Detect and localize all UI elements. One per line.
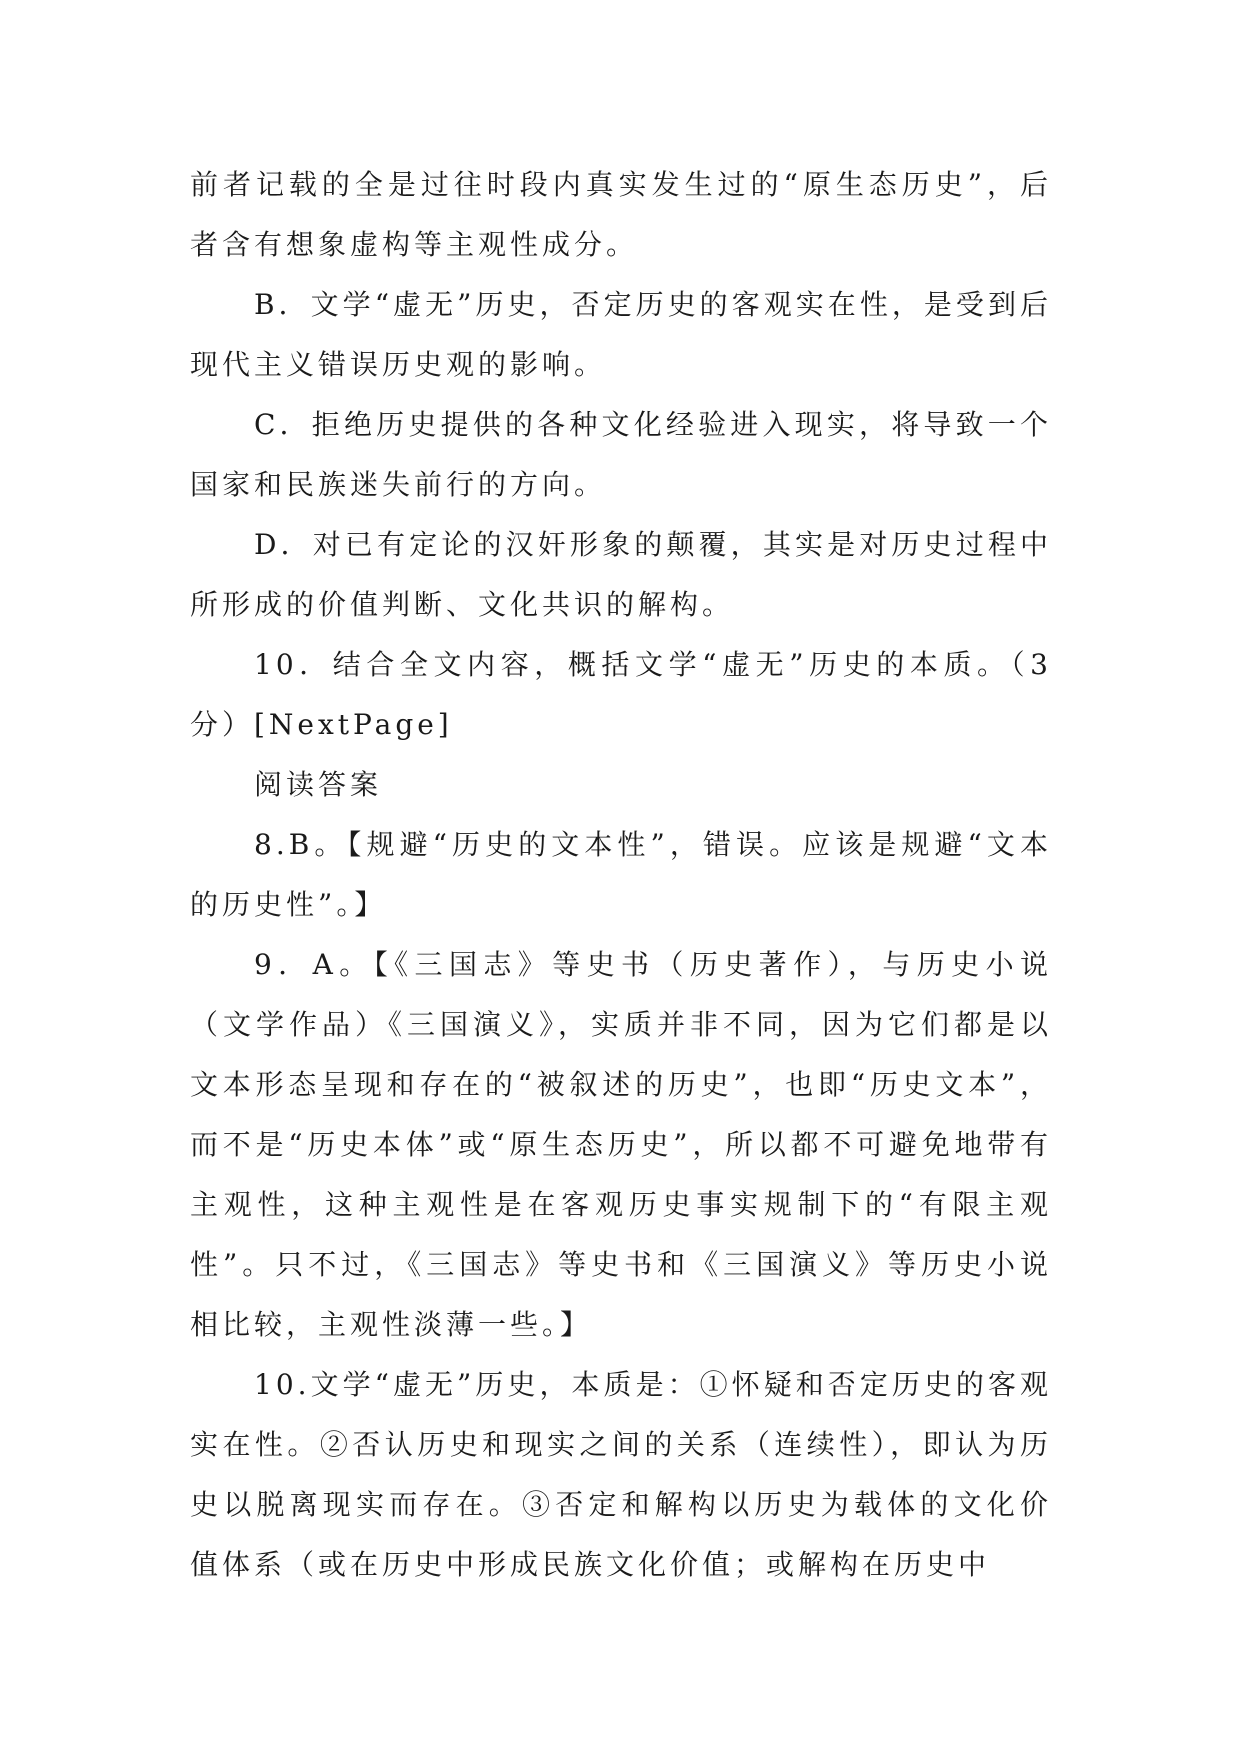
option-b: B．文学“虚无”历史，否定历史的客观实在性，是受到后现代主义错误历史观的影响。 [190,288,1052,381]
option-c: C．拒绝历史提供的各种文化经验进入现实，将导致一个国家和民族迷失前行的方向。 [190,408,1052,501]
option-d: D．对已有定论的汉奸形象的颠覆，其实是对历史过程中所形成的价值判断、文化共识的解构。 [190,528,1052,621]
document-body [190,155,1052,1595]
answer-9: 9．A。【《三国志》等史书（历史著作），与历史小说（文学作品）《三国演义》，实质并非不同，因为它们都是以文本形态呈现和存在的“被叙述的历史”，也即“历史文本”，而不是“历史本体”或“原生态历史”，所以都不可避免地带有主观性，这种主观性是在客观历史事实规制下的“有限主观性”。只不过，《三国志》等史书和《三国演义》等历史小说相比较，主观性淡薄一些。】 [190,948,1052,1341]
answer-8: 8.B。【规避“历史的文本性”，错误。应该是规避“文本的历史性”。】 [190,828,1052,921]
answer-10: 10.文学“虚无”历史，本质是：①怀疑和否定历史的客观实在性。②否认历史和现实之间的关系（连续性），即认为历史以脱离现实而存在。③否定和解构以历史为载体的文化价值体系（或在历史中形成民族文化价值；或解构在历史中 [190,1368,1052,1581]
question-10: 10．结合全文内容，概括文学“虚无”历史的本质。（3分）[NextPage] [190,648,1052,741]
answers-heading: 阅读答案 [254,768,383,801]
paragraph-continuation: 前者记载的全是过往时段内真实发生过的“原生态历史”，后者含有想象虚构等主观性成分。 [190,168,1052,261]
